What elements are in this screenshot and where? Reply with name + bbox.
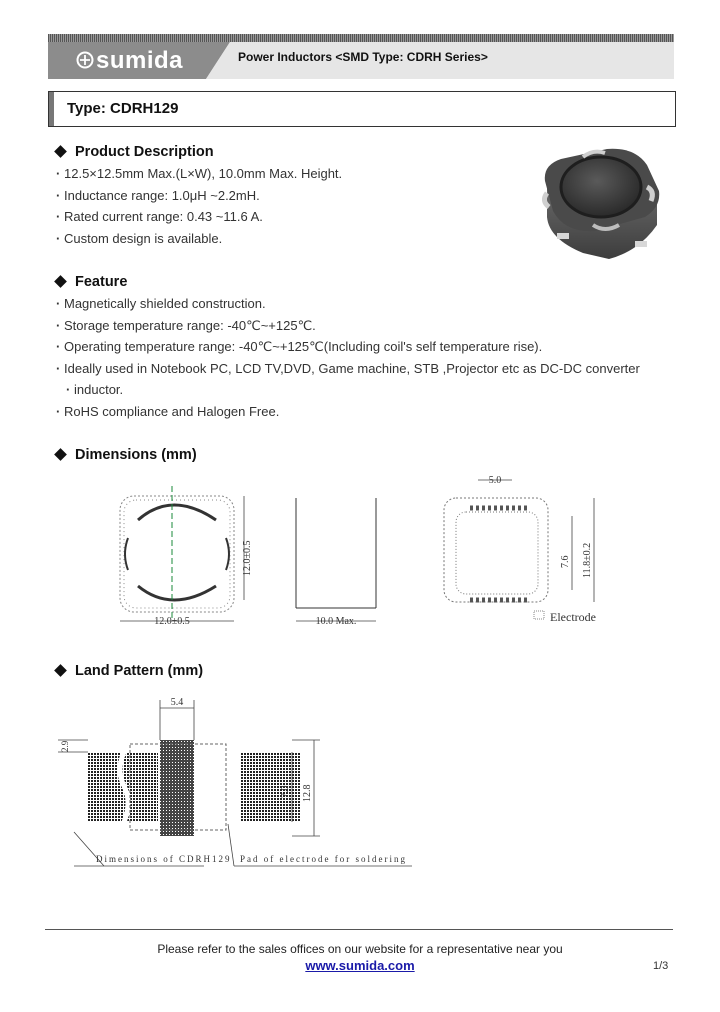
dimensions-heading: Dimensions (mm)	[52, 447, 197, 463]
top-view	[120, 496, 234, 612]
diamond-bullet-icon	[54, 275, 67, 288]
list-item: · RoHS compliance and Halogen Free.	[56, 401, 640, 423]
list-item: · Custom design is available.	[56, 228, 342, 250]
dimensions-drawing	[110, 468, 630, 638]
brand-logo-text: sumida	[96, 47, 184, 74]
land-note-left: Dimensions of CDRH129	[96, 854, 232, 864]
pad-inner-label: 7.6	[560, 555, 571, 568]
feature-list	[56, 293, 640, 422]
footer-note: Please refer to the sales offices on our website for a representative near you	[157, 942, 563, 956]
list-item-continuation: · inductor.	[56, 379, 640, 401]
land-pattern-heading: Land Pattern (mm)	[52, 663, 203, 679]
list-item: · Operating temperature range: -40℃~+125℃(Including coil's self temperature rise).	[56, 336, 640, 358]
land-note-right: Pad of electrode for soldering	[240, 854, 407, 864]
list-item: · Magnetically shielded construction.	[56, 293, 640, 315]
overall-label: 11.8±0.2	[582, 542, 593, 578]
land-outer-label: 12.8	[302, 784, 313, 802]
diamond-bullet-icon	[54, 664, 67, 677]
right-pad	[240, 752, 300, 822]
product-description-list	[56, 163, 342, 249]
sumida-logo-icon	[76, 51, 94, 69]
land-pattern-drawing	[52, 690, 422, 870]
list-item: · 12.5×12.5mm Max.(L×W), 10.0mm Max. Height.	[56, 163, 342, 185]
feature-heading: Feature	[52, 274, 127, 290]
land-inner-label: 7.0	[280, 785, 291, 798]
diamond-bullet-icon	[54, 145, 67, 158]
website-link[interactable]: www.sumida.com	[305, 958, 415, 973]
footer-divider	[45, 929, 673, 930]
product-description-heading: Product Description	[52, 144, 214, 160]
width-label: 12.0±0.5	[154, 616, 190, 627]
page-number: 1/3	[653, 960, 669, 972]
header-stripe	[48, 34, 674, 42]
list-item: · Storage temperature range: -40℃~+125℃.	[56, 315, 640, 337]
header-title: Power Inductors <SMD Type: CDRH Series>	[238, 50, 488, 64]
list-item: · Rated current range: 0.43 ~11.6 A.	[56, 206, 342, 228]
thickness-label: 10.0 Max.	[315, 616, 357, 627]
product-photo	[535, 147, 663, 265]
pad-width-label: 5.0	[488, 475, 502, 486]
center-pad	[160, 740, 194, 836]
type-title: Type: CDRH129	[67, 100, 179, 117]
diamond-bullet-icon	[54, 448, 67, 461]
land-left-label: 2.9	[60, 740, 70, 752]
height-label: 12.0±0.5	[242, 540, 253, 576]
list-item: · Ideally used in Notebook PC, LCD TV,DVD, Game machine, STB ,Projector etc as DC-DC converter	[56, 358, 640, 380]
electrode-label: Electrode	[550, 610, 596, 624]
list-item: · Inductance range: 1.0μH ~2.2mH.	[56, 185, 342, 207]
bottom-view	[444, 498, 548, 602]
type-box	[48, 91, 676, 127]
land-top-label: 5.4	[170, 697, 184, 708]
